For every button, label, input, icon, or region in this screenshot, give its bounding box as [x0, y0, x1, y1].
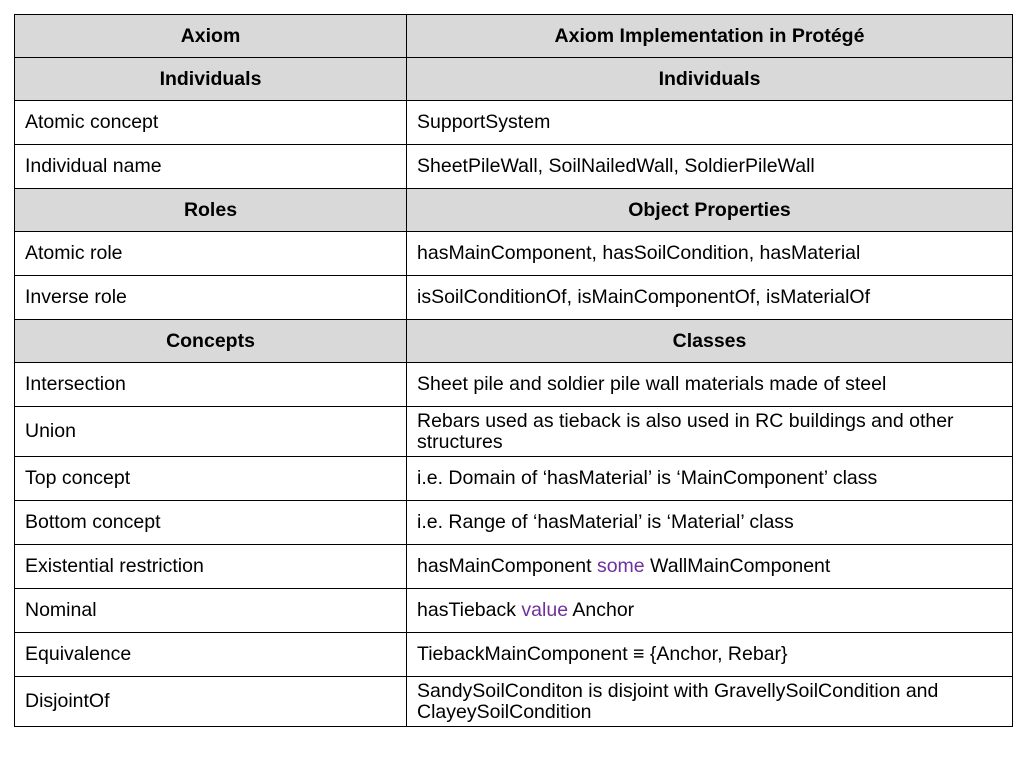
section-heading-impl: Object Properties [407, 189, 1013, 232]
axiom-cell: Bottom concept [15, 501, 407, 545]
impl-cell: SupportSystem [407, 101, 1013, 145]
impl-cell: SheetPileWall, SoilNailedWall, SoldierPileWall [407, 145, 1013, 189]
impl-cell: Sheet pile and soldier pile wall materials made of steel [407, 363, 1013, 407]
impl-cell: SandySoilConditon is disjoint with GravellySoilCondition and ClayeySoilCondition [407, 677, 1013, 727]
table-row [15, 545, 1013, 589]
axiom-cell: Individual name [15, 145, 407, 189]
section-row-concepts [15, 320, 1013, 363]
axiom-cell: Union [15, 407, 407, 457]
section-row-individuals [15, 58, 1013, 101]
impl-cell: hasMainComponent, hasSoilCondition, hasMaterial [407, 232, 1013, 276]
section-row-roles [15, 189, 1013, 232]
impl-cell: i.e. Domain of ‘hasMaterial’ is ‘MainComponent’ class [407, 457, 1013, 501]
impl-text-after: Anchor [568, 599, 635, 621]
impl-cell: Rebars used as tieback is also used in RC buildings and other structures [407, 407, 1013, 457]
axiom-cell: Atomic concept [15, 101, 407, 145]
keyword-some: some [596, 555, 645, 577]
axiom-cell: Equivalence [15, 633, 407, 677]
table-row [15, 276, 1013, 320]
impl-cell: i.e. Range of ‘hasMaterial’ is ‘Material’ class [407, 501, 1013, 545]
impl-text-after: WallMainComponent [644, 555, 831, 577]
axiom-cell: Intersection [15, 363, 407, 407]
impl-cell [407, 545, 1013, 589]
table-row [15, 633, 1013, 677]
table-row [15, 589, 1013, 633]
header-axiom: Axiom [15, 15, 407, 58]
section-heading-impl: Classes [407, 320, 1013, 363]
axiom-cell: Top concept [15, 457, 407, 501]
table-header-row [15, 15, 1013, 58]
table-row [15, 363, 1013, 407]
table-row [15, 101, 1013, 145]
impl-cell [407, 589, 1013, 633]
impl-cell: TiebackMainComponent ≡ {Anchor, Rebar} [407, 633, 1013, 677]
section-heading-axiom: Concepts [15, 320, 407, 363]
section-heading-axiom: Roles [15, 189, 407, 232]
section-heading-axiom: Individuals [15, 58, 407, 101]
axiom-cell: Atomic role [15, 232, 407, 276]
header-implementation: Axiom Implementation in Protégé [407, 15, 1013, 58]
table-row [15, 145, 1013, 189]
axiom-cell: DisjointOf [15, 677, 407, 727]
table-row [15, 457, 1013, 501]
table-row [15, 677, 1013, 727]
impl-text-before: hasMainComponent [417, 555, 597, 577]
impl-text-before: hasTieback [417, 599, 522, 621]
section-heading-impl: Individuals [407, 58, 1013, 101]
axiom-table [14, 14, 1013, 727]
impl-cell: isSoilConditionOf, isMainComponentOf, isMaterialOf [407, 276, 1013, 320]
axiom-cell: Nominal [15, 589, 407, 633]
axiom-cell: Existential restriction [15, 545, 407, 589]
table-row [15, 407, 1013, 457]
axiom-cell: Inverse role [15, 276, 407, 320]
keyword-value: value [521, 599, 569, 621]
table-row [15, 501, 1013, 545]
table-row [15, 232, 1013, 276]
